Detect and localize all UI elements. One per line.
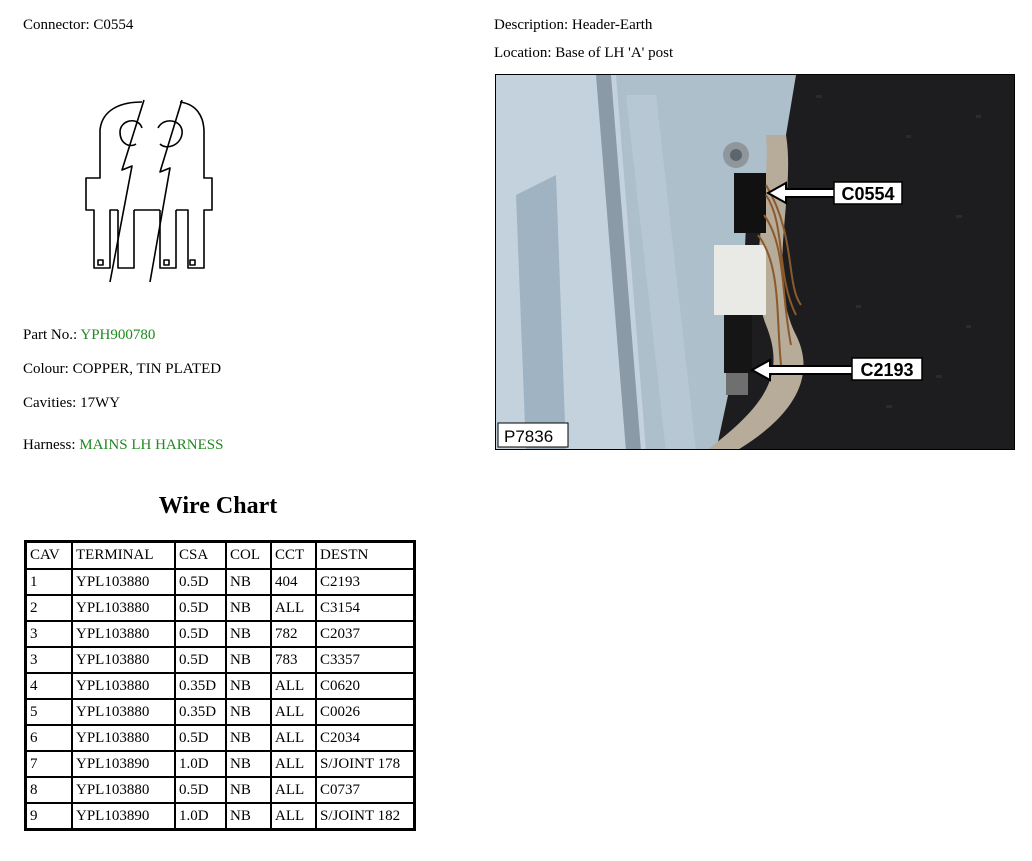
table-row	[26, 699, 415, 725]
cell-csa: 0.5D	[175, 595, 226, 621]
table-row	[26, 751, 415, 777]
location-photo	[495, 74, 1015, 450]
cell-col: NB	[226, 673, 271, 699]
table-row	[26, 803, 415, 830]
cell-destn: C2037	[316, 621, 415, 647]
location-label: Location:	[494, 45, 552, 61]
cell-csa: 0.5D	[175, 569, 226, 595]
header-cav: CAV	[26, 542, 73, 570]
header-destn: DESTN	[316, 542, 415, 570]
cell-destn: C0737	[316, 777, 415, 803]
cell-cav: 7	[26, 751, 73, 777]
cell-col: NB	[226, 803, 271, 830]
cell-cav: 1	[26, 569, 73, 595]
part-no-field	[23, 327, 155, 344]
header-csa: CSA	[175, 542, 226, 570]
table-row	[26, 621, 415, 647]
cell-destn: C0620	[316, 673, 415, 699]
header-col: COL	[226, 542, 271, 570]
connector-label: Connector:	[23, 17, 90, 33]
cell-terminal: YPL103880	[72, 725, 175, 751]
connector-value: C0554	[93, 17, 134, 33]
cell-terminal: YPL103890	[72, 803, 175, 830]
cell-cav: 8	[26, 777, 73, 803]
table-row	[26, 595, 415, 621]
cavities-value: 17WY	[80, 395, 121, 411]
description-field	[494, 17, 652, 34]
location-value: Base of LH 'A' post	[555, 45, 674, 61]
cell-terminal: YPL103880	[72, 621, 175, 647]
cell-csa: 0.35D	[175, 673, 226, 699]
connector-field	[23, 17, 133, 34]
cell-terminal: YPL103890	[72, 751, 175, 777]
cell-terminal: YPL103880	[72, 647, 175, 673]
cell-cav: 4	[26, 673, 73, 699]
cell-cav: 5	[26, 699, 73, 725]
cell-csa: 0.5D	[175, 777, 226, 803]
cell-cct: ALL	[271, 699, 316, 725]
part-no-label: Part No.:	[23, 327, 78, 343]
cell-col: NB	[226, 777, 271, 803]
callout-label-c2193: C2193	[860, 360, 914, 380]
cell-cct: ALL	[271, 673, 316, 699]
cell-destn: S/JOINT 178	[316, 751, 415, 777]
colour-label: Colour:	[23, 361, 69, 377]
cell-csa: 0.5D	[175, 725, 226, 751]
header-terminal: TERMINAL	[72, 542, 175, 570]
colour-field	[23, 361, 221, 378]
colour-value: COPPER, TIN PLATED	[72, 361, 222, 377]
table-row	[26, 569, 415, 595]
table-row	[26, 725, 415, 751]
table-row	[26, 777, 415, 803]
cell-destn: C2193	[316, 569, 415, 595]
cell-col: NB	[226, 569, 271, 595]
connector-terminal-drawing	[80, 92, 220, 292]
cell-col: NB	[226, 595, 271, 621]
header-cct: CCT	[271, 542, 316, 570]
cell-cav: 3	[26, 621, 73, 647]
cell-cct: ALL	[271, 751, 316, 777]
cell-terminal: YPL103880	[72, 673, 175, 699]
cell-cav: 6	[26, 725, 73, 751]
part-no-value[interactable]: YPH900780	[80, 327, 156, 343]
cell-csa: 1.0D	[175, 803, 226, 830]
cell-destn: C3357	[316, 647, 415, 673]
cell-csa: 1.0D	[175, 751, 226, 777]
table-row	[26, 673, 415, 699]
cell-csa: 0.5D	[175, 621, 226, 647]
description-label: Description:	[494, 17, 569, 33]
harness-value[interactable]: MAINS LH HARNESS	[79, 437, 224, 453]
table-header-row	[26, 542, 415, 570]
cell-destn: C0026	[316, 699, 415, 725]
harness-field	[23, 437, 223, 454]
table-row	[26, 647, 415, 673]
cell-col: NB	[226, 621, 271, 647]
cell-col: NB	[226, 699, 271, 725]
description-value: Header-Earth	[571, 17, 653, 33]
cell-cav: 2	[26, 595, 73, 621]
cell-col: NB	[226, 647, 271, 673]
callout-label-c0554: C0554	[841, 184, 895, 204]
photo-reference-label: P7836	[504, 427, 554, 446]
cell-cav: 9	[26, 803, 73, 830]
harness-label: Harness:	[23, 437, 76, 453]
cell-terminal: YPL103880	[72, 569, 175, 595]
cavities-label: Cavities:	[23, 395, 77, 411]
cell-cav: 3	[26, 647, 73, 673]
cell-cct: ALL	[271, 803, 316, 830]
cell-cct: ALL	[271, 595, 316, 621]
cell-cct: ALL	[271, 725, 316, 751]
cell-col: NB	[226, 751, 271, 777]
wire-chart-title: Wire Chart	[158, 493, 278, 519]
cell-terminal: YPL103880	[72, 777, 175, 803]
cell-destn: S/JOINT 182	[316, 803, 415, 830]
cell-col: NB	[226, 725, 271, 751]
cell-terminal: YPL103880	[72, 699, 175, 725]
cell-destn: C2034	[316, 725, 415, 751]
cell-cct: 404	[271, 569, 316, 595]
cell-cct: 783	[271, 647, 316, 673]
cell-csa: 0.5D	[175, 647, 226, 673]
cell-destn: C3154	[316, 595, 415, 621]
cell-csa: 0.35D	[175, 699, 226, 725]
wire-chart-table	[24, 540, 416, 831]
cell-cct: ALL	[271, 777, 316, 803]
cell-terminal: YPL103880	[72, 595, 175, 621]
cell-cct: 782	[271, 621, 316, 647]
cavities-field	[23, 395, 120, 412]
location-field	[494, 45, 673, 62]
